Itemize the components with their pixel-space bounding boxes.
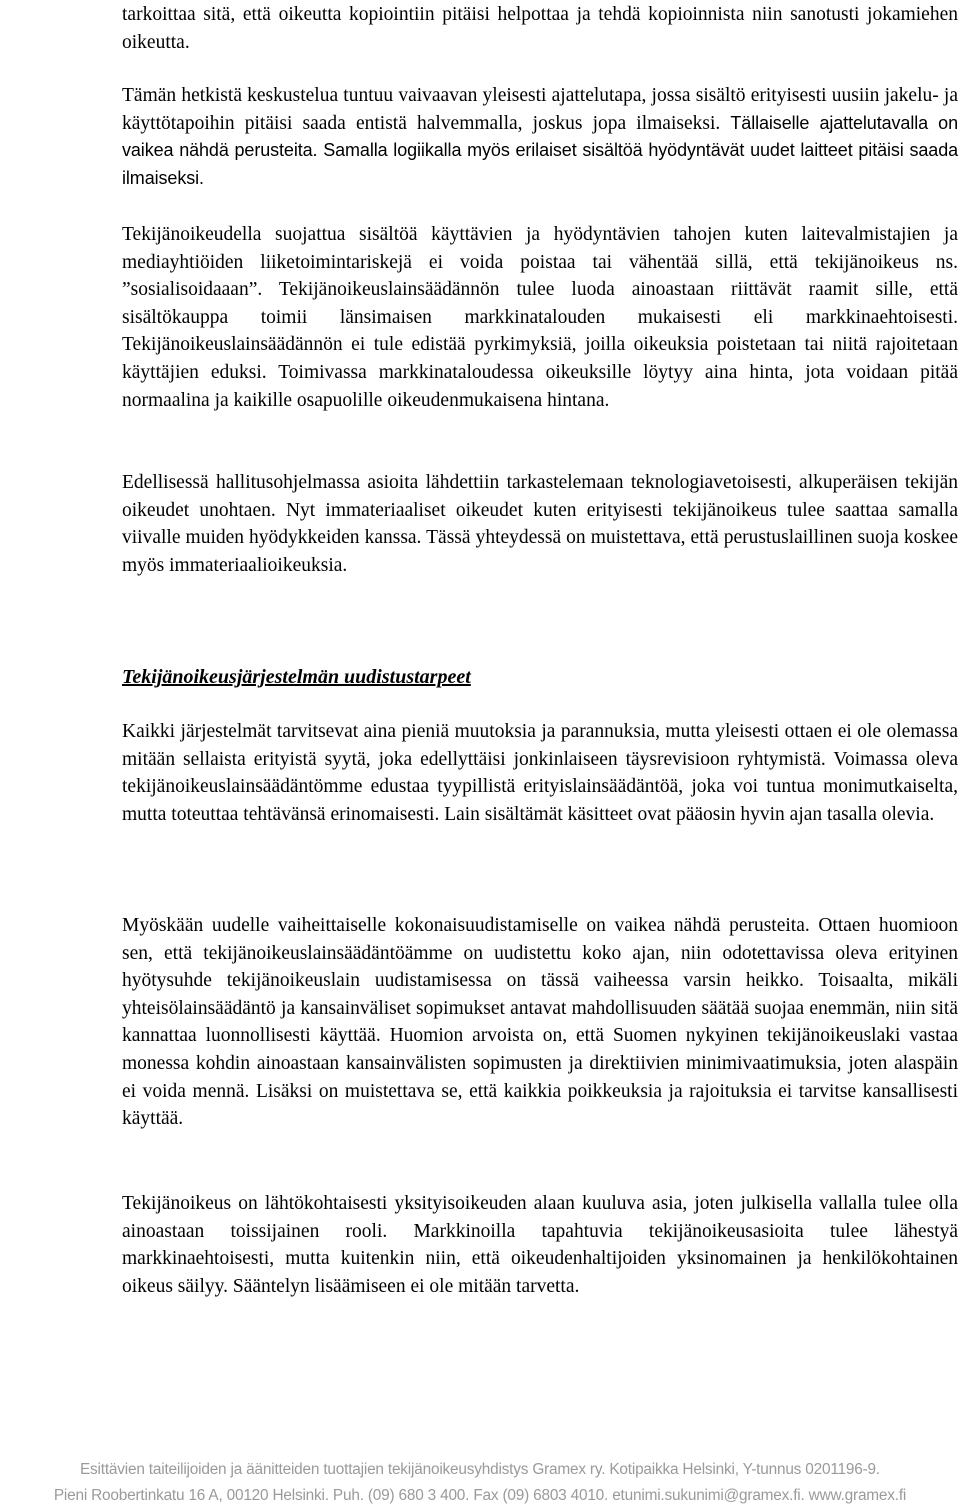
paragraph-reform: Myöskään uudelle vaiheittaiselle kokonaisuudistamiselle on vaikea nähdä perusteita. Ottaen huomioon sen, että tekijänoikeuslainsäädäntöämme on uudistettu koko ajan, niin odotettavissa oleva erityinen hyötysuhde tekijänoikeuslain uudistamisessa on tässä vaiheessa varsin heikko. Toisaalta, mikäli yhteisölainsäädäntö ja kansainväliset sopimukset antavat mahdollisuuden säätää suojaa enemmän, niin sitä kannattaa luonnollisesti käyttää. Huomion arvoista on, että Suomen nykyinen tekijänoikeuslaki vastaa monessa kohdin ainoastaan kansainvälisten sopimusten ja direktiivien minimivaatimuksia, joten alaspäin ei voida mennä. Lisäksi on muistettava se, että kaikkia poikkeuksia ja rajoituksia ei tarvitse kansallisesti käyttää. xyxy=(122,915,958,1130)
paragraph-continuation: tarkoittaa sitä, että oikeutta kopiointiin pitäisi helpottaa ja tehdä kopioinnista niin sanotusti jokamiehen oikeutta. xyxy=(122,4,958,53)
paragraph-private-law: Tekijänoikeus on lähtökohtaisesti yksityisoikeuden alaan kuuluva asia, joten julkisella vallalla tulee olla ainoastaan toissijainen rooli. Markkinoilla tapahtuvia tekijänoikeusasioita tulee lähestyä markkinaehtoisesti, mutta kuitenkin niin, että oikeudenhaltijoiden yksinomainen ja henkilökohtainen oikeus säilyy. Sääntelyn lisäämiseen ei ole mitään tarvetta. xyxy=(122,1193,958,1297)
page-footer xyxy=(0,1457,960,1509)
paragraph-discussion-sans-sentence: Tällaiselle ajattelutavalla on vaikea nähdä perusteita. xyxy=(122,112,958,161)
paragraph-discussion-sans-tail: Samalla logiikalla myös erilaiset sisältöä hyödyntävät uudet laitteet pitäisi saada ilmaiseksi. xyxy=(122,140,959,188)
paragraph-discussion xyxy=(122,82,958,192)
section-heading: Tekijänoikeusjärjestelmän uudistustarpeet xyxy=(122,666,471,688)
paragraph-system-changes: Kaikki järjestelmät tarvitsevat aina pieniä muutoksia ja parannuksia, mutta yleisesti ottaen ei ole olemassa mitään sellaista erityistä syytä, joka edellyttäisi jonkinlaiseen täysrevisioon ryhtymistä. Voimassa oleva tekijänoikeuslainsäädäntömme edustaa tyypillistä erityislainsäädäntöä, joka voi tuntua monimutkaiselta, mutta toteuttaa tehtävänsä erinomaisesti. Lain sisältämät käsitteet ovat pääosin hyvin ajan tasalla olevia. xyxy=(122,721,958,825)
paragraph-discussion-text: Tämän hetkistä keskustelua tuntuu vaivaavan yleisesti ajattelutapa, jossa sisältö erityisesti uusiin jakelu- ja käyttötapoihin pitäisi saada entistä halvemmalla, joskus jopa ilmaiseksi. xyxy=(122,85,958,134)
footer-line-contact: Pieni Roobertinkatu 16 A, 00120 Helsinki. Puh. (09) 680 3 400. Fax (09) 6803 4010. etunimi.sukunimi@gramex.fi. www.gramex.fi xyxy=(53,1487,907,1504)
paragraph-risks: Tekijänoikeudella suojattua sisältöä käyttävien ja hyödyntävien tahojen kuten laitevalmistajien ja mediayhtiöiden liiketoimintariskejä ei voida poistaa tai vähentää sillä, että tekijänoikeus ns. ”sosialisoidaaan”. Tekijänoikeuslainsäädännön tulee luoda ainoastaan riittävät raamit sille, että sisältökauppa toimii länsimaisen markkinatalouden mukaisesti eli markkinaehtoisesti. Tekijänoikeuslainsäädännön ei tule edistää pyrkimyksiä, joilla oikeuksia poistetaan tai niitä rajoitetaan käyttäjien eduksi. Toimivassa markkinataloudessa oikeuksille löytyy aina hinta, jota voidaan pitää normaalina ja kaikille osapuolille oikeudenmukaisena hintana. xyxy=(122,224,958,411)
paragraph-government-program: Edellisessä hallitusohjelmassa asioita lähdettiin tarkastelemaan teknologiavetoisesti, alkuperäisen tekijän oikeudet unohtaen. Nyt immateriaaliset oikeudet kuten erityisesti tekijänoikeus tulee saattaa samalla viivalle muiden hyödykkeiden kanssa. Tässä yhteydessä on muistettava, että perustuslaillinen suoja koskee myös immateriaalioikeuksia. xyxy=(122,472,958,576)
footer-line-organization: Esittävien taiteilijoiden ja äänitteiden tuottajien tekijänoikeusyhdistys Gramex ry. Kotipaikka Helsinki, Y-tunnus 0201196-9. xyxy=(79,1461,880,1478)
